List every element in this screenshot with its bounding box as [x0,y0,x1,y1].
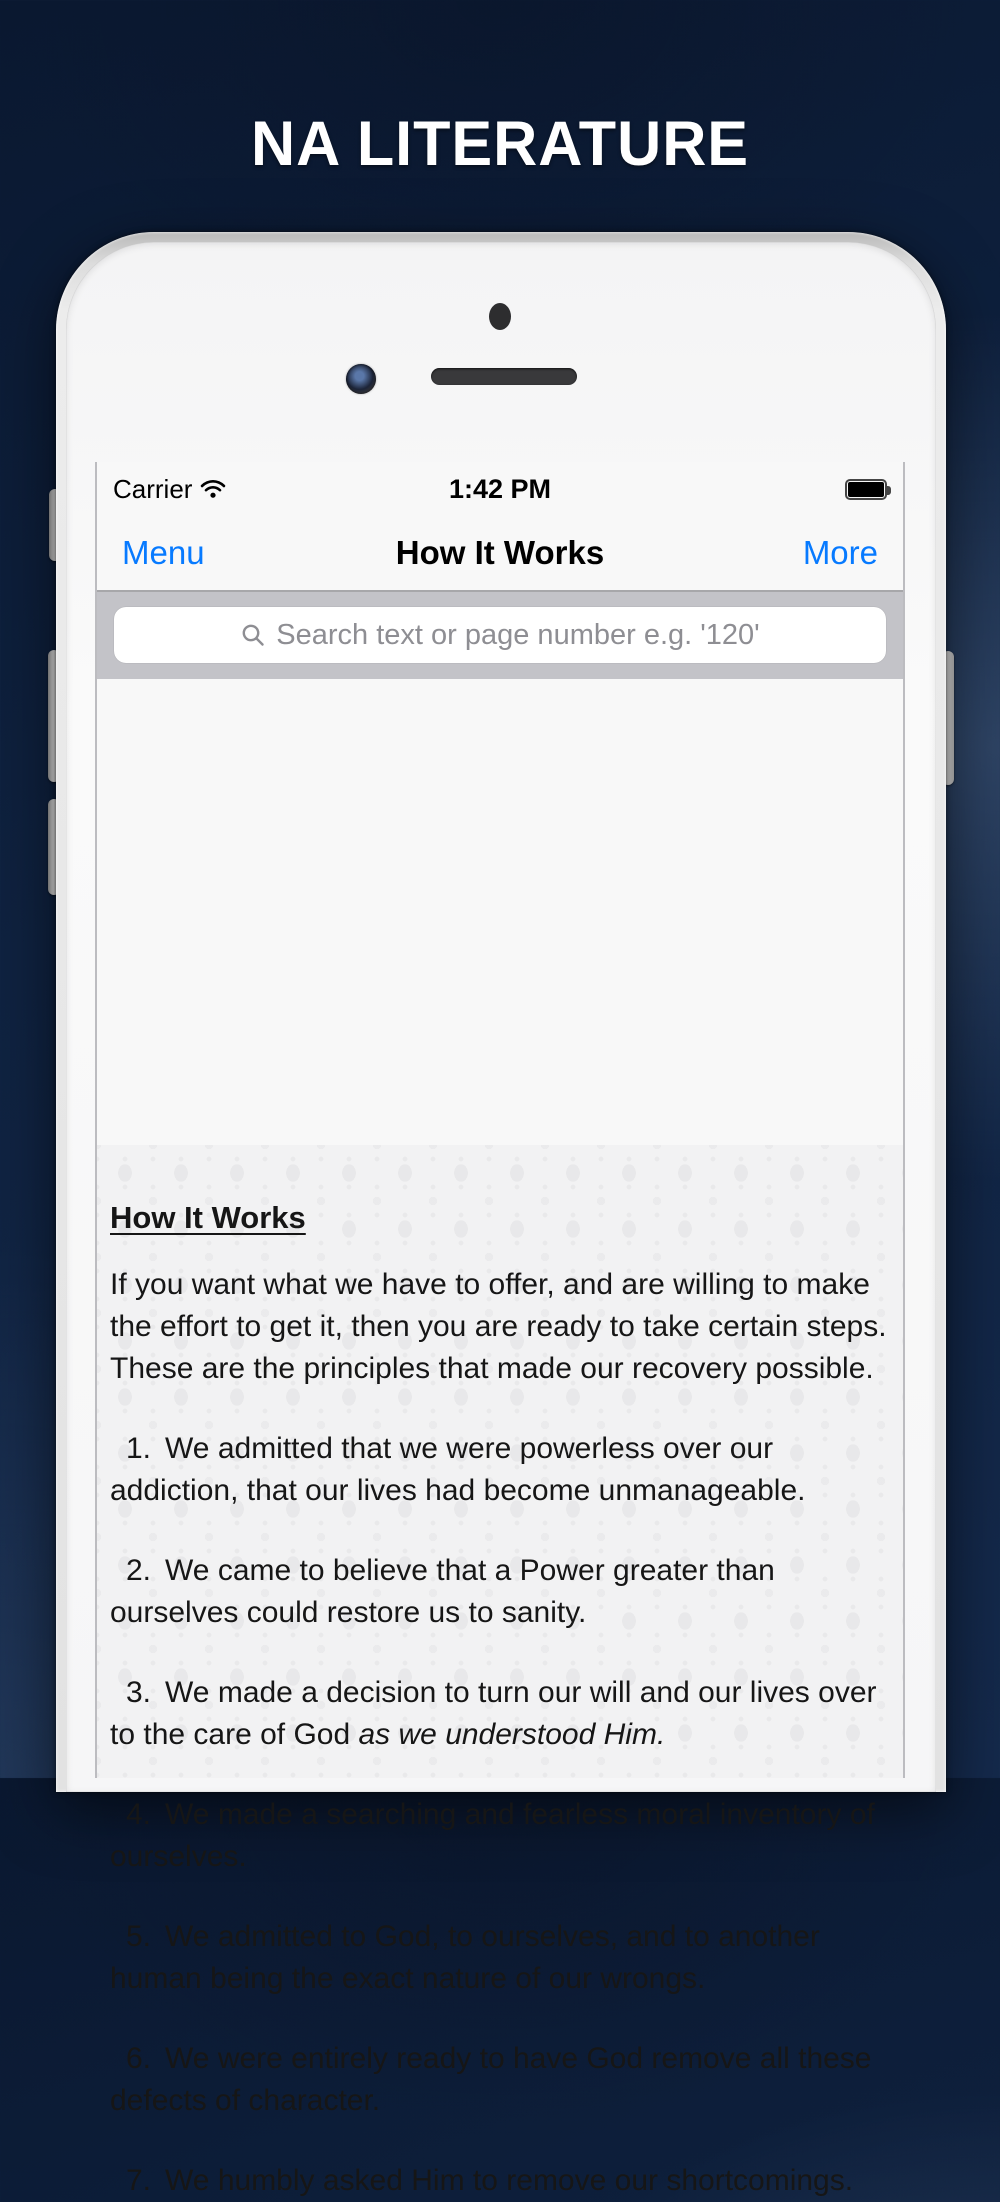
battery-group [707,479,887,500]
step-number: 3. [126,1676,152,1709]
step-text: We made a searching and fearless moral inventory of ourselves. [110,1798,875,1873]
proximity-sensor-icon [489,303,511,330]
step-item [110,1916,890,2000]
more-button[interactable]: More [802,534,878,571]
step-text-italic: as we understood Him. [358,1718,666,1751]
step-text: We admitted to God, to ourselves, and to another human being the exact nature of our wrongs. [110,1920,820,1995]
step-text: We admitted that we were powerless over our addiction, that our lives had become unmanageable. [110,1432,806,1507]
step-item [110,2038,890,2122]
status-time: 1:42 PM [448,473,552,504]
battery-full-icon [845,479,887,500]
menu-button[interactable]: Menu [122,534,205,571]
search-input[interactable] [114,607,886,663]
search-section [97,592,903,679]
document-heading: How It Works [110,1200,306,1235]
steps-list [110,1428,890,2202]
search-placeholder: Search text or page number e.g. '120' [276,618,760,651]
step-number: 4. [126,1798,152,1831]
carrier-label: Carrier [113,473,193,504]
step-text: We made a decision to turn our will and our lives over to the care of God [110,1676,877,1751]
status-bar [97,462,903,516]
step-item [110,1428,890,1512]
step-text: We came to believe that a Power greater than ourselves could restore us to sanity. [110,1554,775,1629]
step-number: 2. [126,1554,152,1587]
step-item [110,1550,890,1634]
step-item [110,1672,890,1756]
phone-screen [95,462,905,2197]
step-number: 6. [126,2042,152,2075]
step-number: 1. [126,1432,152,1465]
step-text: We humbly asked Him to remove our shortcomings. [165,2164,854,2197]
intro-paragraph: If you want what we have to offer, and are willing to make the effort to get it, then you are ready to take certain steps. These are the principles that made our recovery possible. [110,1268,887,1385]
step-item [110,2160,890,2202]
front-camera-icon [346,364,376,394]
wifi-icon [200,479,226,499]
step-number: 7. [126,2164,152,2197]
earpiece-speaker-icon [431,368,577,385]
page-title: How It Works [395,534,605,571]
step-item [110,1794,890,1878]
navigation-bar [97,516,903,592]
step-text: We were entirely ready to have God remove all these defects of character. [110,2042,872,2117]
search-icon [240,622,266,648]
app-store-title: NA LITERATURE [250,109,750,179]
step-number: 5. [126,1920,152,1953]
literature-scroll-view[interactable] [97,1145,903,2197]
